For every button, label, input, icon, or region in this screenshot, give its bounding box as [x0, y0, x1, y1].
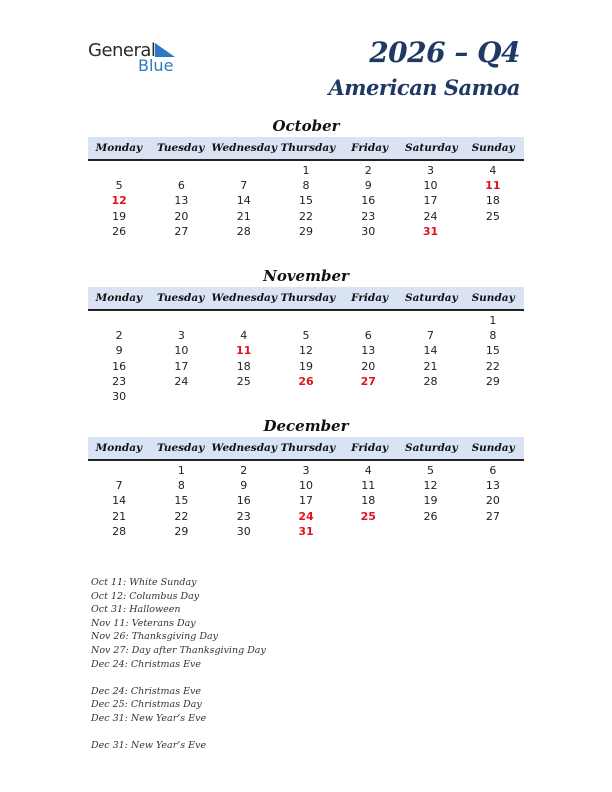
- day-cell: 26: [112, 224, 127, 238]
- week-row: [88, 493, 524, 508]
- day-cell: 31: [422, 224, 439, 238]
- weekday-header: Wednesday: [211, 142, 277, 154]
- day-cell: 1: [302, 164, 310, 177]
- empty-day-cell: [213, 389, 275, 404]
- day-cell: 12: [298, 344, 313, 358]
- day-cell: 18: [236, 359, 251, 373]
- logo-text-general: General: [88, 40, 156, 61]
- weekday-header: Friday: [351, 292, 389, 304]
- empty-day-cell: [213, 163, 275, 178]
- day-cell: 10: [298, 479, 313, 493]
- day-cell: 16: [361, 194, 376, 208]
- empty-day-cell: [150, 389, 212, 404]
- day-cell: 7: [115, 479, 123, 493]
- day-cell: 28: [236, 224, 251, 238]
- holiday-entry: Nov 26: Thanksgiving Day: [91, 631, 218, 643]
- holiday-entry: Oct 11: White Sunday: [91, 577, 197, 588]
- day-cell: 30: [112, 389, 127, 403]
- day-cell: 3: [302, 464, 310, 477]
- day-cell: 30: [236, 524, 251, 538]
- day-cell: 19: [112, 209, 127, 223]
- day-cell: 27: [174, 224, 189, 238]
- day-cell: 26: [298, 374, 314, 388]
- day-cell: 29: [174, 524, 189, 538]
- weekday-header: Tuesday: [156, 442, 205, 454]
- day-cell: 23: [236, 509, 251, 523]
- day-cell: 4: [364, 464, 372, 477]
- day-cell: 1: [177, 464, 185, 477]
- day-cell: 5: [302, 329, 310, 343]
- day-cell: 24: [423, 209, 438, 223]
- page-subtitle: American Samoa: [328, 75, 520, 100]
- day-cell: 16: [112, 359, 127, 373]
- week-row: [88, 374, 524, 389]
- day-cell: 7: [240, 179, 248, 193]
- day-cell: 11: [236, 344, 252, 358]
- holiday-entry: Dec 24: Christmas Eve: [91, 658, 202, 670]
- day-cell: 27: [485, 509, 500, 523]
- day-cell: 21: [423, 359, 438, 373]
- day-cell: 4: [240, 329, 248, 343]
- day-cell: 28: [112, 524, 127, 538]
- month-calendar-december: [88, 415, 524, 539]
- day-cell: 28: [423, 374, 438, 388]
- day-cell: 19: [298, 359, 313, 373]
- day-cell: 10: [174, 344, 189, 358]
- day-cell: 9: [364, 179, 372, 193]
- weekday-header: Thursday: [280, 442, 336, 454]
- empty-day-cell: [275, 313, 337, 328]
- page-title: 2026 – Q4: [369, 36, 520, 69]
- empty-day-cell: [462, 224, 524, 239]
- week-row: [88, 343, 524, 358]
- day-cell: 8: [177, 479, 185, 493]
- day-cell: 25: [236, 374, 251, 388]
- holiday-entry: Dec 25: Christmas Day: [91, 699, 202, 711]
- weekday-header: Saturday: [405, 292, 458, 304]
- weekday-header: Monday: [95, 442, 143, 454]
- day-cell: 8: [489, 329, 497, 343]
- week-row: [88, 209, 524, 224]
- day-cell: 15: [174, 494, 189, 508]
- month-name: December: [263, 417, 349, 435]
- day-cell: 9: [115, 344, 123, 358]
- weekday-header: Monday: [95, 292, 143, 304]
- weekday-header: Thursday: [280, 142, 336, 154]
- day-cell: 25: [485, 209, 500, 223]
- empty-day-cell: [399, 524, 461, 539]
- holiday-entry: Nov 11: Veterans Day: [91, 617, 196, 629]
- holiday-entry: Oct 31: Halloween: [91, 604, 181, 616]
- day-cell: 5: [427, 464, 435, 477]
- general-blue-logo: [88, 40, 188, 76]
- day-cell: 21: [112, 509, 127, 523]
- holiday-entry: Dec 31: New Year’s Eve: [91, 712, 207, 724]
- day-cell: 15: [298, 194, 313, 208]
- day-cell: 29: [485, 374, 500, 388]
- empty-day-cell: [213, 313, 275, 328]
- weekday-header: Thursday: [280, 292, 336, 304]
- day-cell: 11: [485, 179, 501, 193]
- weekday-header: Sunday: [471, 442, 515, 454]
- empty-day-cell: [337, 389, 399, 404]
- day-cell: 1: [489, 314, 497, 327]
- month-calendar-november: [88, 265, 524, 404]
- empty-day-cell: [150, 163, 212, 178]
- month-name: October: [272, 117, 340, 135]
- week-row: [88, 359, 524, 374]
- logo-triangle-icon: [155, 43, 175, 57]
- day-cell: 6: [177, 179, 185, 193]
- empty-day-cell: [337, 524, 399, 539]
- day-cell: 17: [174, 359, 189, 373]
- day-cell: 18: [485, 194, 500, 208]
- empty-day-cell: [399, 389, 461, 404]
- day-cell: 20: [485, 494, 500, 508]
- empty-day-cell: [399, 313, 461, 328]
- day-cell: 26: [423, 509, 438, 523]
- day-cell: 18: [361, 494, 376, 508]
- day-cell: 14: [423, 344, 438, 358]
- day-cell: 17: [298, 494, 313, 508]
- day-cell: 22: [174, 509, 189, 523]
- day-cell: 30: [361, 224, 376, 238]
- weekday-header: Tuesday: [156, 292, 205, 304]
- day-cell: 27: [360, 374, 376, 388]
- day-cell: 20: [361, 359, 376, 373]
- month-name: November: [263, 267, 349, 285]
- month-calendar-october: [88, 115, 524, 239]
- day-cell: 22: [485, 359, 500, 373]
- day-cell: 23: [361, 209, 376, 223]
- weekday-header: Saturday: [405, 442, 458, 454]
- day-cell: 3: [177, 329, 185, 343]
- day-cell: 9: [240, 479, 248, 493]
- week-row: [88, 178, 524, 193]
- day-cell: 2: [240, 464, 248, 477]
- weekday-header: Saturday: [405, 142, 458, 154]
- holiday-entry: Dec 24: Christmas Eve: [91, 685, 202, 697]
- day-cell: 25: [360, 509, 376, 523]
- day-cell: 20: [174, 209, 189, 223]
- empty-day-cell: [462, 524, 524, 539]
- day-cell: 14: [236, 194, 251, 208]
- day-cell: 4: [489, 164, 497, 177]
- week-row: [88, 509, 524, 524]
- weekday-header: Friday: [351, 442, 389, 454]
- weekday-header-row: [88, 287, 524, 311]
- day-cell: 21: [236, 209, 251, 223]
- day-cell: 14: [112, 494, 127, 508]
- week-row: [88, 328, 524, 343]
- week-row: [88, 313, 524, 328]
- day-cell: 10: [423, 179, 438, 193]
- day-cell: 29: [298, 224, 313, 238]
- day-cell: 6: [489, 464, 497, 477]
- day-cell: 16: [236, 494, 251, 508]
- weekday-header: Sunday: [471, 142, 515, 154]
- week-row: [88, 478, 524, 493]
- day-cell: 24: [174, 374, 189, 388]
- week-row: [88, 463, 524, 478]
- day-cell: 2: [364, 164, 372, 177]
- day-cell: 22: [298, 209, 313, 223]
- empty-day-cell: [462, 389, 524, 404]
- day-cell: 24: [298, 509, 314, 523]
- day-cell: 12: [111, 194, 127, 208]
- week-row: [88, 163, 524, 178]
- day-cell: 13: [174, 194, 189, 208]
- weekday-header: Wednesday: [211, 292, 277, 304]
- holiday-entry: Dec 31: New Year’s Eve: [91, 740, 207, 752]
- weekday-header: Tuesday: [156, 142, 205, 154]
- day-cell: 23: [112, 374, 127, 388]
- week-row: [88, 524, 524, 539]
- weekday-header: Sunday: [471, 292, 515, 304]
- day-cell: 13: [361, 344, 376, 358]
- empty-day-cell: [88, 313, 150, 328]
- empty-day-cell: [88, 163, 150, 178]
- day-cell: 8: [302, 179, 310, 193]
- day-cell: 2: [115, 329, 123, 343]
- day-cell: 7: [427, 329, 435, 343]
- weekday-header: Wednesday: [211, 442, 277, 454]
- day-cell: 19: [423, 494, 438, 508]
- day-cell: 11: [361, 479, 376, 493]
- week-row: [88, 389, 524, 404]
- holiday-entry: Nov 27: Day after Thanksgiving Day: [91, 644, 266, 656]
- weekday-header-row: [88, 437, 524, 461]
- day-cell: 5: [115, 179, 123, 193]
- day-cell: 31: [298, 524, 314, 538]
- day-cell: 6: [364, 329, 372, 343]
- holiday-list: [91, 576, 266, 753]
- weekday-header: Monday: [95, 142, 143, 154]
- week-row: [88, 193, 524, 208]
- logo-text-blue: Blue: [138, 56, 174, 75]
- day-cell: 12: [423, 479, 438, 493]
- empty-day-cell: [337, 313, 399, 328]
- day-cell: 3: [427, 164, 435, 177]
- weekday-header: Friday: [351, 142, 389, 154]
- week-row: [88, 224, 524, 239]
- empty-day-cell: [88, 463, 150, 478]
- holiday-entry: Oct 12: Columbus Day: [91, 590, 200, 602]
- empty-day-cell: [275, 389, 337, 404]
- day-cell: 17: [423, 194, 438, 208]
- weekday-header-row: [88, 137, 524, 161]
- empty-day-cell: [150, 313, 212, 328]
- day-cell: 15: [485, 344, 500, 358]
- day-cell: 13: [485, 479, 500, 493]
